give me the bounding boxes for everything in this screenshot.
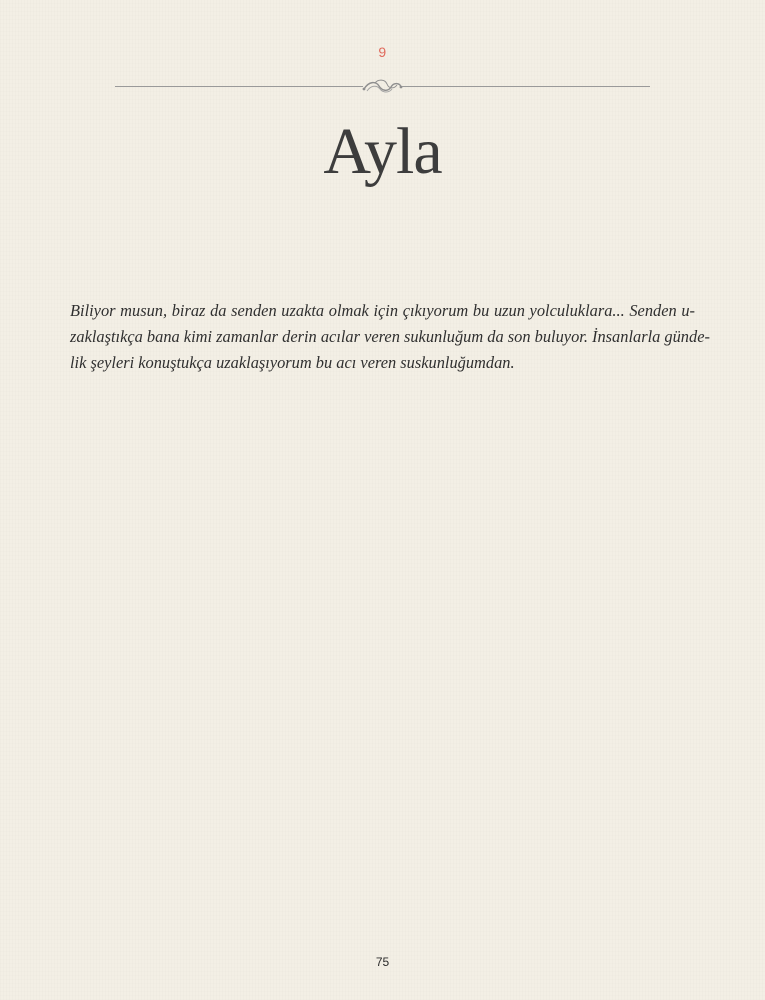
- body-line: Biliyor musun, biraz da senden uzakta olmak için çıkıyorum bu uzun yolculuklara... Senden u-: [70, 301, 695, 320]
- body-line: zaklaştıkça bana kimi zamanlar derin acılar veren sukunluğum da son buluyor. İnsanlarla günde-: [70, 327, 710, 346]
- flourish-divider-icon: [361, 77, 404, 97]
- chapter-number: 9: [378, 44, 387, 60]
- page-number: 75: [375, 955, 390, 969]
- body-paragraph: [70, 298, 710, 376]
- chapter-divider: [115, 76, 650, 98]
- chapter-title: Ayla: [323, 115, 442, 188]
- divider-line-right: [402, 86, 650, 87]
- divider-line-left: [115, 86, 363, 87]
- body-line: lik şeyleri konuştukça uzaklaşıyorum bu acı veren suskunluğumdan.: [70, 353, 515, 372]
